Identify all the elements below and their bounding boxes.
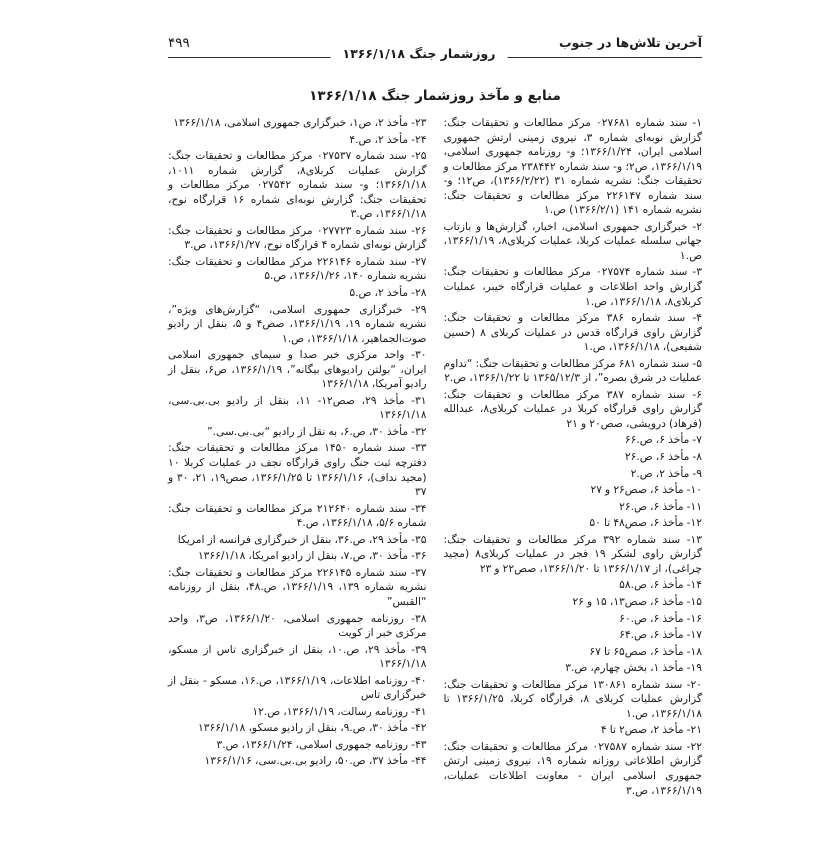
- reference-entry: ۲- خبرگزاری جمهوری اسلامی، اخبار، گزارش‌ها و بازتاب جهانی سلسله عملیات کربلا، عملیات کربلای۸، ۱۳۶۶/۱/۱۹، ص.۱: [443, 219, 703, 262]
- reference-entry: ۲۱- مأخذ ۲، صص۲ تا ۴: [600, 723, 702, 737]
- running-title: روزشمار جنگ ۱۳۶۶/۱/۱۸: [331, 45, 508, 63]
- chapter-title: آخرین تلاش‌ها در جنوب: [551, 35, 702, 50]
- reference-entry: ۲۸- مأخذ ۲، ص.۵: [349, 286, 427, 300]
- reference-entry: ۳۶- مأخذ ۳۰، ص.۷، بنقل از رادیو امریکا، ۱۳۶۶/۱/۱۸: [197, 549, 427, 563]
- reference-entry: ۱۸- مأخذ ۶، صص۶۵ تا ۶۷: [589, 644, 702, 658]
- page-header: [168, 34, 702, 74]
- reference-entry: ۳۳- سند شماره ۱۴۵۰ مرکز مطالعات و تحقیقات جنگ: دفترچه ثبت جنگ راوی قرارگاه نجف در عملیات کربلا ۱۰ (مجید نداف)، ۱۳۶۶/۱/۱۶ تا ۱۳۶۶/۱/۲۵، صص۱۹، ۲۱، ۳۰ و ۳۷: [168, 441, 427, 499]
- reference-entry: ۴۳- روزنامه جمهوری اسلامی، ۱۳۶۶/۱/۲۴، ص.۳: [216, 737, 427, 751]
- reference-entry: ۴۲- مأخذ ۳۰، ص.۹، بنقل از رادیو مسکو، ۱۳۶۶/۱/۱۸: [197, 721, 427, 735]
- reference-entry: ۲۰- سند شماره ۱۳۰۸۶۱ مرکز مطالعات و تحقیقات جنگ: گزارش عملیات کربلای ۸، قرارگاه کربلا، ۱۳۶۶/۱/۲۵ تا ۱۳۶۶/۱/۱۸، ص.۱: [443, 677, 702, 720]
- reference-entry: ۳۵- مأخذ ۲۹، ص.۳۶، بنقل از خبرگزاری فرانسه از امریکا: [177, 532, 427, 546]
- reference-entry: ۱۲- مأخذ ۶، صص۴۸ تا ۵۰: [589, 516, 702, 530]
- reference-entry: ۲۳- مأخذ ۲، ص۱، خبرگزاری جمهوری اسلامی، ۱۳۶۶/۱/۱۸: [173, 116, 427, 129]
- reference-entry: ۲۴- مأخذ ۲، ص.۴: [349, 132, 427, 146]
- reference-entry: ۴۱- روزنامه رسالت، ۱۳۶۶/۱/۱۹، ص.۱۲: [252, 704, 427, 718]
- reference-entry: ۴۴- مأخذ ۳۷، ص.۵۰، رادیو بی.بی.سی، ۱۳۶۶/۱/۱۶: [204, 754, 427, 768]
- references-column-left: [168, 116, 427, 800]
- reference-entry: ۱۳- سند شماره ۳۹۲ مرکز مطالعات و تحقیقات جنگ: گزارش راوی لشکر ۱۹ فجر در عملیات کربلای۸ (مجید چراغی)، از ۱۳۶۶/۱/۱۷ تا ۱۳۶۶/۱/۲۰، صص۲۲ و ۲۳: [443, 532, 702, 575]
- reference-entry: ۴۰- روزنامه اطلاعات، ۱۳۶۶/۱/۱۹، ص.۱۶، مسکو - بنقل از خبرگزاری تاس: [168, 673, 427, 702]
- reference-entry: ۲۹- خبرگزاری جمهوری اسلامی، “گزارش‌های ویژه”، نشریه شماره ۱۹، ۱۳۶۶/۱/۱۹، صص۴ و ۵، بنقل از رادیو صوت‌الجماهیر، ۱۳۶۶/۱/۱۸، ص.۱: [168, 302, 427, 345]
- reference-entry: ۳۰- واحد مرکزی خبر صدا و سیمای جمهوری اسلامی ایران، “بولتن رادیوهای بیگانه”، ۱۳۶۶/۱/۱۹، ص۶، بنقل از رادیو آمریکا، ۱۳۶۶/۱/۱۸: [168, 348, 427, 391]
- reference-entry: ۶- سند شماره ۳۸۷ مرکز مطالعات و تحقیقات جنگ: گزارش راوی قرارگاه کربلا در عملیات کربلای۸، عبدالله (فرهاد) درویشی، صص۲۰ و ۲۱: [443, 387, 702, 430]
- reference-entry: ۱۴- مأخذ ۶، ص.۵۸: [619, 578, 702, 592]
- page-number: ۴۹۹: [168, 35, 198, 51]
- reference-entry: ۲۷- سند شماره ۲۲۶۱۴۶ مرکز مطالعات و تحقیقات جنگ: نشریه شماره ۱۴۰، ۱۳۶۶/۱/۲۶، ص.۵: [168, 254, 427, 283]
- reference-entry: ۹- مأخذ ۲، ص.۲: [630, 466, 702, 480]
- reference-entry: ۱- سند شماره ۰۲۷۶۸۱ مرکز مطالعات و تحقیقات جنگ: گزارش نوبه‌ای شماره ۳، نیروی زمینی ارتش جمهوری اسلامی ایران، ۱۳۶۶/۱/۲۴؛ و- روزنامه جمهوری اسلامی، ۱۳۶۶/۱/۱۹، ص۲؛ و- سند شماره ۲۳۸۴۴۲ مرکز مطالعات و تحقیقات جنگ: نشریه شماره ۳۱ (۱۳۶۶/۲/۲۲)، ص۱۲؛ و- سند شماره ۲۲۶۱۴۷ مرکز مطالعات و تحقیقات جنگ: نشریه شماره ۱۴۱ (۱۳۶۶/۲/۱) ص.۱: [443, 116, 703, 217]
- reference-entry: ۳- سند شماره ۰۲۷۵۷۴ مرکز مطالعات و تحقیقات جنگ: گزارش واحد اطلاعات و عملیات قرارگاه خیبر، عملیات کربلای۸، ۱۳۶۶/۱/۱۸، ص.۱: [443, 265, 702, 308]
- references-column-right: [444, 116, 703, 800]
- references-area: [168, 116, 702, 800]
- reference-entry: ۵- سند شماره ۶۸۱ مرکز مطالعات و تحقیقات جنگ: “تداوم عملیات در شرق بصره”، از ۱۳۶۵/۱۲/۳ تا ۱۳۶۶/۱/۲۲، ص.۲: [443, 356, 702, 385]
- reference-entry: ۱۹- مأخذ ۱، بخش چهارم، ص.۳: [565, 661, 702, 675]
- reference-entry: ۳۷- سند شماره ۲۲۶۱۴۵ مرکز مطالعات و تحقیقات جنگ: نشریه شماره ۱۳۹، ۱۳۶۶/۱/۱۹، ص.۴۸، بنقل از روزنامه “القبس”: [168, 565, 427, 608]
- reference-entry: ۲۶- سند شماره ۰۲۷۷۲۳ مرکز مطالعات و تحقیقات جنگ: گزارش نوبه‌ای شماره ۴ قرارگاه نوح، ۱۳۶۶/۱/۲۷، ص.۳: [168, 223, 427, 252]
- reference-entry: ۲۵- سند شماره ۰۲۷۵۳۷ مرکز مطالعات و تحقیقات جنگ: گزارش عملیات کربلای۸، گزارش شماره ۱۰۱۱، ۱۳۶۶/۱/۱۸؛ و- سند شماره ۰۲۷۵۴۲ مرکز مطالعات و تحقیقات جنگ: گزارش نوبه‌ای شماره ۱۶ قرارگاه نوح، ۱۳۶۶/۱/۱۸، ص.۳: [168, 149, 427, 221]
- reference-entry: ۴- سند شماره ۳۸۶ مرکز مطالعات و تحقیقات جنگ: گزارش راوی قرارگاه قدس در عملیات کربلای ۸ (حسین شفیعی)، ۱۳۶۶/۱/۱۸، ص.۱: [443, 311, 702, 354]
- reference-entry: ۳۴- سند شماره ۲۱۲۶۴۰ مرکز مطالعات و تحقیقات جنگ: شماره ۵/۶، ۱۳۶۶/۱/۱۸، ص.۴: [168, 501, 427, 530]
- reference-entry: ۳۹- مأخذ ۲۹، ص.۱۰، بنقل از خبرگزاری تاس از مسکو، ۱۳۶۶/۱/۱۸: [168, 642, 427, 671]
- reference-entry: ۳۱- مأخذ ۲۹، صص۱۲- ۱۱، بنقل از رادیو بی.بی.سی، ۱۳۶۶/۱/۱۸: [168, 393, 427, 422]
- reference-entry: ۷- مأخذ ۶، ص.۶۶: [624, 433, 702, 447]
- reference-entry: ۱۱- مأخذ ۶، ص.۲۶: [619, 499, 702, 513]
- reference-entry: ۳۲- مأخذ ۳۰، ص.۶، به نقل از رادیو “بی.بی.سی.”: [207, 424, 427, 438]
- reference-entry: ۸- مأخذ ۶، ص.۲۶: [624, 450, 702, 464]
- reference-entry: ۲۲- سند شماره ۰۲۷۵۸۷ مرکز مطالعات و تحقیقات جنگ: گزارش اطلاعاتی روزانه شماره ۱۹، نیروی زمینی ارتش جمهوری اسلامی ایران - معاونت اطلاعات عملیات، ۱۳۶۶/۱/۱۹، ص.۳: [443, 739, 702, 797]
- reference-entry: ۱۰- مأخذ ۶، صص۲۶ و ۲۷: [590, 483, 702, 497]
- reference-entry: ۱۶- مأخذ ۶، ص.۶۰: [619, 611, 702, 625]
- sources-title: منابع و مآخذ روزشمار جنگ ۱۳۶۶/۱/۱۸: [309, 88, 561, 104]
- reference-entry: ۳۸- روزنامه جمهوری اسلامی، ۱۳۶۶/۱/۲۰، ص۳، واحد مرکزی خبر از کویت: [168, 611, 427, 640]
- reference-entry: ۱۵- مأخذ ۶، صص۱۳، ۱۵ و ۲۶: [572, 594, 702, 608]
- reference-entry: ۱۷- مأخذ ۶، ص.۶۴: [619, 628, 702, 642]
